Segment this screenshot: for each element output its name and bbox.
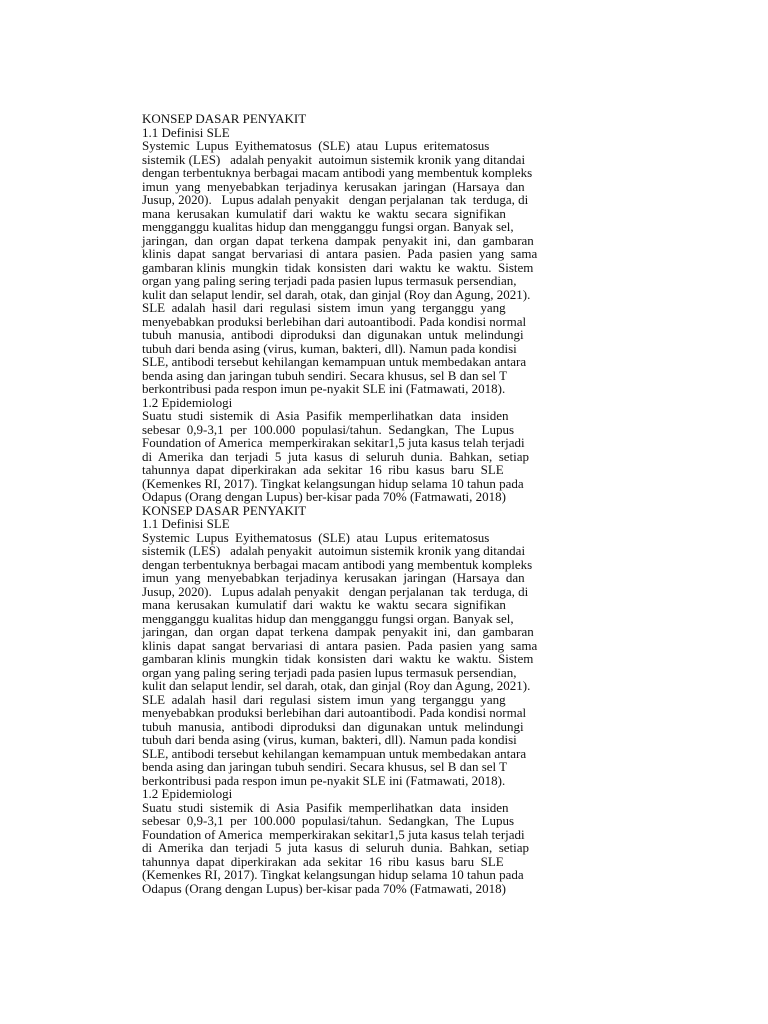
- document-line: (Kemenkes RI, 2017). Tingkat kelangsungan hidup selama 10 tahun pada: [142, 475, 524, 491]
- document-line: mengganggu kualitas hidup dan mengganggu fungsi organ. Banyak sel,: [142, 610, 514, 626]
- document-line: 1.1 Definisi SLE: [142, 516, 230, 531]
- document-line: klinis dapat sangat bervariasi di antara pasien. Pada pasien yang sama: [142, 246, 538, 261]
- document-line: jaringan, dan organ dapat terkena dampak penyakit ini, dan gambaran: [142, 624, 534, 639]
- document-line: Systemic Lupus Eyithematosus (SLE) atau Lupus eritematosus: [142, 529, 490, 545]
- document-line: tubuh manusia, antibodi diproduksi dan digunakan untuk melindungi: [142, 327, 524, 342]
- document-line: kulit dan selaput lendir, sel darah, otak, dan ginjal (Roy dan Agung, 2021).: [142, 678, 531, 693]
- document-line: Suatu studi sistemik di Asia Pasifik memperlihatkan data insiden: [142, 799, 509, 815]
- document-line: sistemik (LES) adalah penyakit autoimun sistemik kronik yang ditandai: [142, 151, 526, 167]
- document-line: Jusup, 2020). Lupus adalah penyakit dengan perjalanan tak terduga, di: [142, 583, 529, 599]
- document-line: organ yang paling sering terjadi pada pasien lupus termasuk persendian,: [142, 664, 517, 680]
- document-line: menyebabkan produksi berlebihan dari autoantibodi. Pada kondisi normal: [142, 313, 527, 329]
- document-line: di Amerika dan terjadi 5 juta kasus di seluruh dunia. Bahkan, setiap: [142, 448, 530, 464]
- document-line: 1.2 Epidemiologi: [142, 786, 233, 801]
- document-line: tubuh manusia, antibodi diproduksi dan digunakan untuk melindungi: [142, 718, 524, 734]
- document-line: tahunnya dapat diperkirakan ada sekitar 16 ribu kasus baru SLE: [142, 853, 504, 869]
- document-line: Jusup, 2020). Lupus adalah penyakit dengan perjalanan tak terduga, di: [142, 192, 529, 207]
- document-line: Suatu studi sistemik di Asia Pasifik memperlihatkan data insiden: [142, 408, 509, 423]
- document-line: klinis dapat sangat bervariasi di antara pasien. Pada pasien yang sama: [142, 637, 538, 653]
- document-line: KONSEP DASAR PENYAKIT: [142, 111, 307, 126]
- document-line: Odapus (Orang dengan Lupus) ber-kisar pada 70% (Fatmawati, 2018): [142, 489, 506, 504]
- document-line: tubuh dari benda asing (virus, kuman, bakteri, dll). Namun pada kondisi: [142, 340, 517, 356]
- document-line: sistemik (LES) adalah penyakit autoimun sistemik kronik yang ditandai: [142, 543, 526, 558]
- document-line: di Amerika dan terjadi 5 juta kasus di seluruh dunia. Bahkan, setiap: [142, 840, 530, 855]
- document-line: berkontribusi pada respon imun pe-nyakit SLE ini (Fatmawati, 2018).: [142, 381, 506, 396]
- document-line: dengan terbentuknya berbagai macam antibodi yang membentuk kompleks: [142, 556, 533, 572]
- document-line: mengganggu kualitas hidup dan mengganggu fungsi organ. Banyak sel,: [142, 219, 514, 234]
- document-line: SLE adalah hasil dari regulasi sistem imun yang terganggu yang: [142, 691, 506, 707]
- document-line: Foundation of America memperkirakan sekitar1,5 juta kasus telah terjadi: [142, 435, 525, 450]
- document-line: Odapus (Orang dengan Lupus) ber-kisar pada 70% (Fatmawati, 2018): [142, 880, 506, 896]
- document-line: jaringan, dan organ dapat terkena dampak penyakit ini, dan gambaran: [142, 232, 534, 248]
- document-body: [142, 112, 617, 895]
- document-line: Systemic Lupus Eyithematosus (SLE) atau Lupus eritematosus: [142, 138, 490, 153]
- document-line: imun yang menyebabkan terjadinya kerusakan jaringan (Harsaya dan: [142, 178, 525, 194]
- document-line: mana kerusakan kumulatif dari waktu ke waktu secara signifikan: [142, 205, 506, 221]
- document-line: imun yang menyebabkan terjadinya kerusakan jaringan (Harsaya dan: [142, 570, 525, 585]
- document-line: benda asing dan jaringan tubuh sendiri. Secara khusus, sel B dan sel T: [142, 759, 508, 774]
- document-line: 1.2 Epidemiologi: [142, 394, 233, 410]
- document-line: sebesar 0,9-3,1 per 100.000 populasi/tahun. Sedangkan, The Lupus: [142, 813, 514, 828]
- document-line: tubuh dari benda asing (virus, kuman, bakteri, dll). Namun pada kondisi: [142, 732, 517, 747]
- document-line: organ yang paling sering terjadi pada pasien lupus termasuk persendian,: [142, 273, 517, 288]
- document-line: sebesar 0,9-3,1 per 100.000 populasi/tahun. Sedangkan, The Lupus: [142, 421, 514, 437]
- document-line: KONSEP DASAR PENYAKIT: [142, 502, 307, 518]
- document-line: gambaran klinis mungkin tidak konsisten dari waktu ke waktu. Sistem: [142, 259, 534, 275]
- document-line: Foundation of America memperkirakan sekitar1,5 juta kasus telah terjadi: [142, 826, 525, 842]
- document-line: benda asing dan jaringan tubuh sendiri. Secara khusus, sel B dan sel T: [142, 367, 508, 383]
- document-line: SLE, antibodi tersebut kehilangan kemampuan untuk membedakan antara: [142, 745, 527, 761]
- document-line: (Kemenkes RI, 2017). Tingkat kelangsungan hidup selama 10 tahun pada: [142, 867, 524, 882]
- document-line: SLE, antibodi tersebut kehilangan kemampuan untuk membedakan antara: [142, 354, 527, 369]
- document-line: menyebabkan produksi berlebihan dari autoantibodi. Pada kondisi normal: [142, 705, 527, 720]
- document-line: tahunnya dapat diperkirakan ada sekitar 16 ribu kasus baru SLE: [142, 462, 504, 477]
- document-line: gambaran klinis mungkin tidak konsisten dari waktu ke waktu. Sistem: [142, 651, 534, 666]
- document-line: 1.1 Definisi SLE: [142, 124, 230, 140]
- document-line: kulit dan selaput lendir, sel darah, otak, dan ginjal (Roy dan Agung, 2021).: [142, 286, 531, 302]
- document-line: dengan terbentuknya berbagai macam antibodi yang membentuk kompleks: [142, 165, 533, 180]
- document-line: SLE adalah hasil dari regulasi sistem imun yang terganggu yang: [142, 300, 506, 315]
- document-line: berkontribusi pada respon imun pe-nyakit SLE ini (Fatmawati, 2018).: [142, 772, 506, 788]
- document-line: mana kerusakan kumulatif dari waktu ke waktu secara signifikan: [142, 597, 506, 612]
